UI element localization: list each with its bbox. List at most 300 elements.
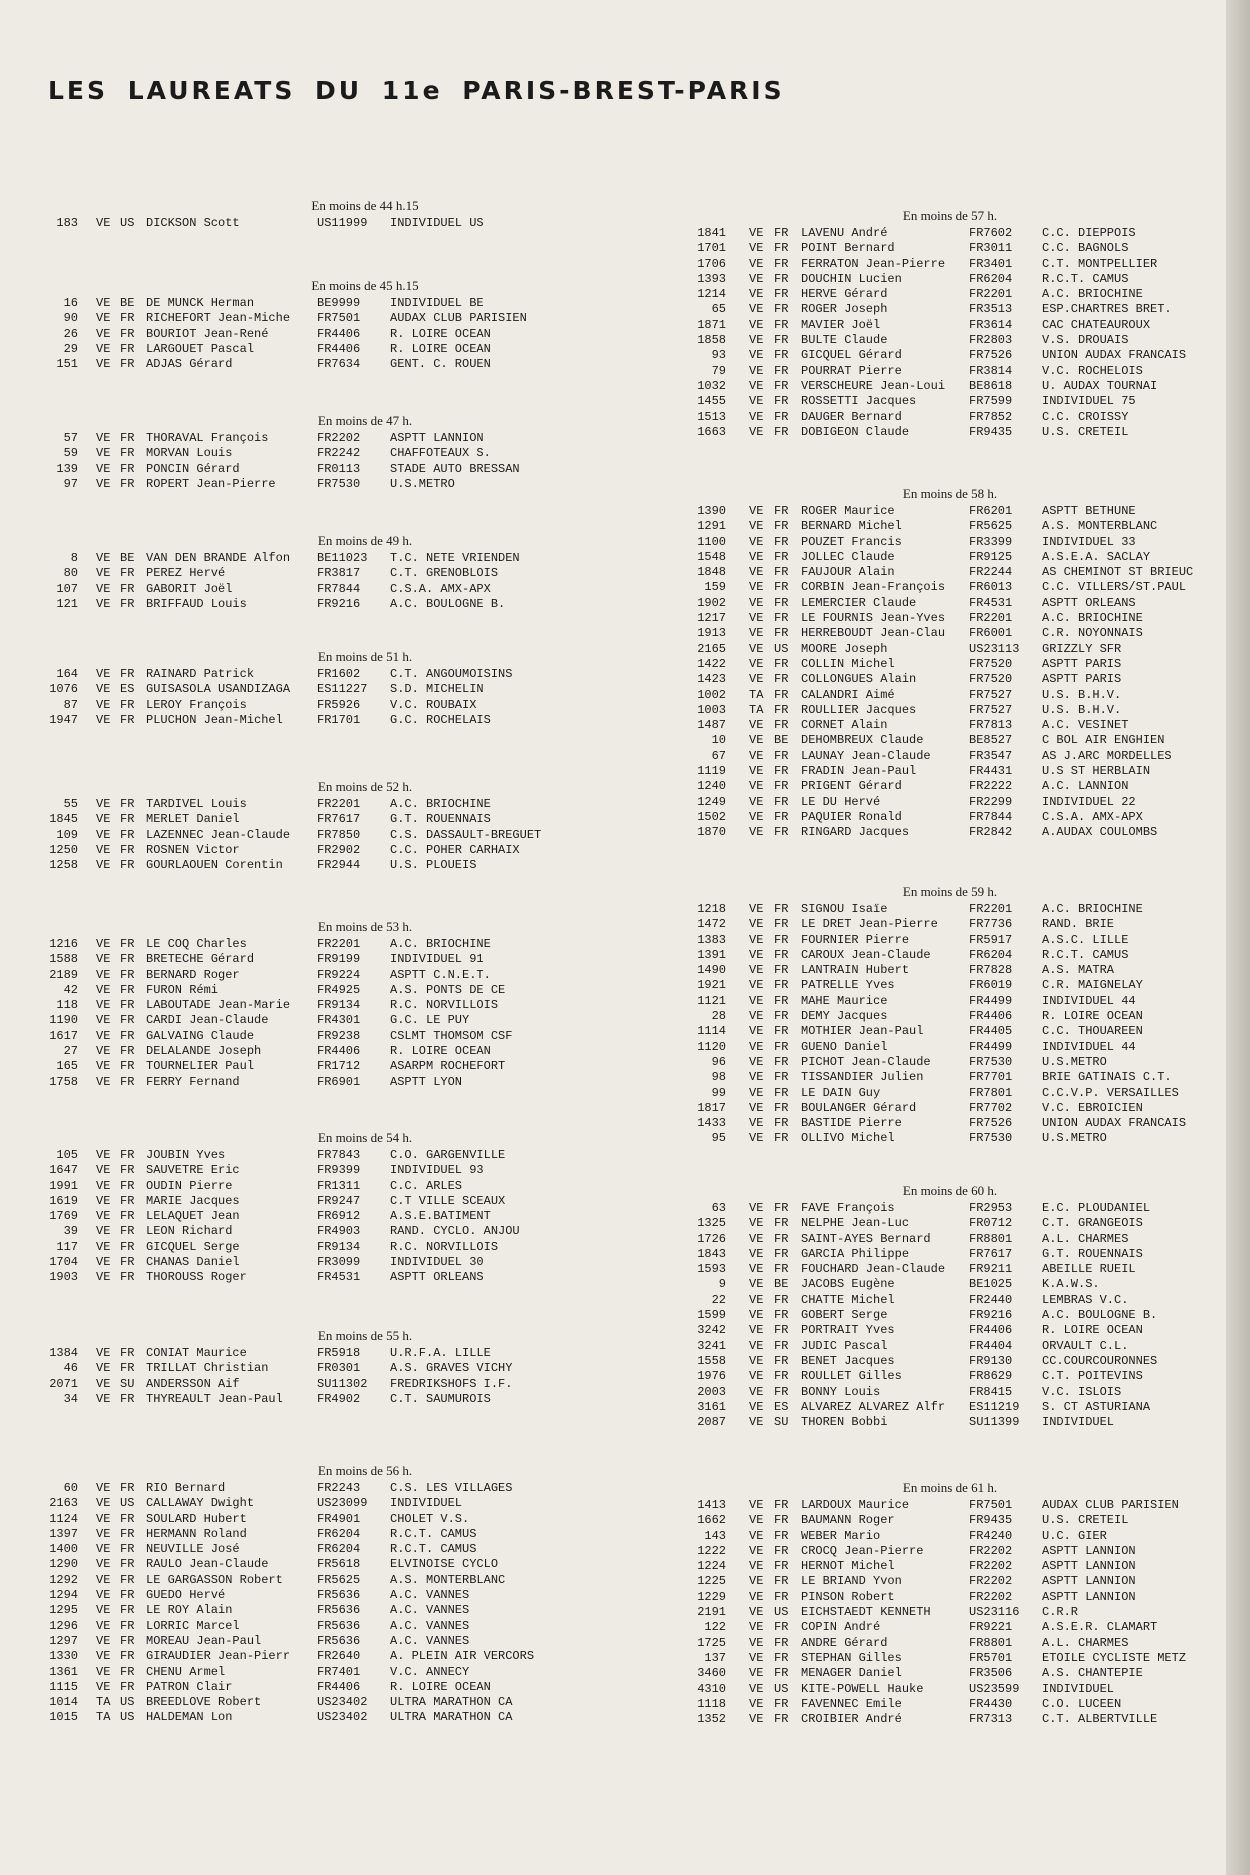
rider-num: 1947 xyxy=(49,712,78,727)
rider-num: 1352 xyxy=(697,1712,726,1727)
rider-lic: FR7828 xyxy=(969,963,1013,978)
rider-name: BRETECHE Gérard xyxy=(146,952,255,967)
rider-cat: VE xyxy=(749,1559,764,1574)
rider-row xyxy=(690,1232,1210,1247)
rider-cat: VE xyxy=(96,1209,111,1224)
rider-row xyxy=(40,667,570,682)
rider-num: 34 xyxy=(63,1391,78,1406)
rider-lic: FR4903 xyxy=(317,1224,361,1239)
time-heading: En moins de 44 h.15 xyxy=(311,198,419,213)
rider-cat: VE xyxy=(749,1650,764,1665)
rider-name: PINSON Robert xyxy=(801,1589,895,1604)
rider-club: RAND. BRIE xyxy=(1042,917,1115,932)
rider-nat: FR xyxy=(120,476,135,491)
rider-club: A.C. VANNES xyxy=(390,1603,470,1618)
rider-cat: VE xyxy=(96,952,111,967)
rider-lic: FR1701 xyxy=(317,712,361,727)
rider-num: 1032 xyxy=(697,378,726,393)
rider-num: 1502 xyxy=(697,809,726,824)
rider-club: U.S. B.H.V. xyxy=(1042,702,1122,717)
rider-name: RAINARD Patrick xyxy=(146,667,255,681)
rider-row xyxy=(690,825,1210,840)
rider-club: A.C. BRIOCHINE xyxy=(390,797,491,811)
rider-nat: FR xyxy=(774,702,789,717)
rider-name: CORBIN Jean-François xyxy=(801,580,946,595)
rider-num: 1662 xyxy=(697,1513,726,1528)
rider-name: FURON Rémi xyxy=(146,982,219,997)
rider-club: ASPTT PARIS xyxy=(1042,656,1122,671)
rider-row xyxy=(40,812,570,827)
rider-row xyxy=(690,657,1210,672)
rider-club: V.S. DROUAIS xyxy=(1042,333,1129,348)
rider-cat: VE xyxy=(749,287,764,302)
rider-row xyxy=(690,902,1210,917)
rider-num: 1258 xyxy=(49,858,78,873)
rider-nat: FR xyxy=(120,311,135,326)
rider-nat: FR xyxy=(120,596,135,611)
rider-nat: FR xyxy=(120,1511,135,1526)
rider-club: ASPTT BETHUNE xyxy=(1042,504,1136,518)
rider-club: C.C. CROISSY xyxy=(1042,409,1129,424)
rider-row xyxy=(40,1527,570,1542)
rider-nat: FR xyxy=(774,1292,789,1307)
rider-name: JOLLEC Claude xyxy=(801,549,895,564)
rider-row xyxy=(40,311,570,326)
rider-club: A. PLEIN AIR VERCORS xyxy=(390,1649,535,1664)
rider-cat: VE xyxy=(96,216,111,230)
rider-lic: FR2201 xyxy=(317,937,361,951)
rider-name: LAVENU André xyxy=(801,226,888,240)
rider-lic: FR9435 xyxy=(969,1513,1013,1528)
rider-row xyxy=(40,582,570,597)
rider-nat: FR xyxy=(774,993,789,1008)
rider-nat: FR xyxy=(774,1070,789,1085)
rider-num: 1393 xyxy=(697,271,726,286)
rider-num: 96 xyxy=(711,1054,726,1069)
ranking-section xyxy=(40,531,570,612)
rider-cat: VE xyxy=(749,1353,764,1368)
rider-name: NELPHE Jean-Luc xyxy=(801,1216,910,1231)
rider-nat: ES xyxy=(774,1399,789,1414)
ranking-section xyxy=(40,411,570,492)
rider-nat: FR xyxy=(774,302,789,317)
rider-name: SAUVETRE Eric xyxy=(146,1163,240,1178)
rider-cat: VE xyxy=(96,461,111,476)
rider-row xyxy=(40,1496,570,1511)
rider-name: RIO Bernard xyxy=(146,1481,226,1495)
rider-name: DICKSON Scott xyxy=(146,216,240,230)
rider-num: 165 xyxy=(56,1059,78,1074)
rider-name: THOREN Bobbi xyxy=(801,1415,888,1430)
rider-row xyxy=(40,1044,570,1059)
rider-name: CHENU Armel xyxy=(146,1664,226,1679)
rider-nat: BE xyxy=(774,733,789,748)
rider-cat: VE xyxy=(96,1361,111,1376)
rider-num: 1214 xyxy=(697,287,726,302)
rider-club: A.S.E.BATIMENT xyxy=(390,1209,491,1224)
rider-num: 1558 xyxy=(697,1353,726,1368)
rider-name: GUEDO Hervé xyxy=(146,1588,226,1603)
rider-row xyxy=(40,1710,570,1725)
rider-name: KITE-POWELL Hauke xyxy=(801,1681,924,1696)
rider-num: 1002 xyxy=(697,687,726,702)
rider-cat: VE xyxy=(749,718,764,733)
rider-num: 1222 xyxy=(697,1543,726,1558)
rider-cat: VE xyxy=(749,226,764,240)
rider-row xyxy=(690,1415,1210,1430)
rider-nat: FR xyxy=(774,672,789,687)
rider-row xyxy=(690,410,1210,425)
rider-num: 2163 xyxy=(49,1496,78,1511)
rider-name: LEROY François xyxy=(146,697,247,712)
rider-nat: FR xyxy=(774,1231,789,1246)
rider-nat: FR xyxy=(120,1391,135,1406)
rider-lic: FR6001 xyxy=(969,626,1013,641)
rider-lic: FR4431 xyxy=(969,764,1013,779)
rider-lic: FR7599 xyxy=(969,394,1013,409)
rider-club: A.C. BOULOGNE B. xyxy=(1042,1308,1158,1323)
rider-num: 1455 xyxy=(697,394,726,409)
rider-num: 1903 xyxy=(49,1270,78,1285)
rider-row xyxy=(690,565,1210,580)
rider-name: DOBIGEON Claude xyxy=(801,424,910,439)
rider-cat: VE xyxy=(96,1618,111,1633)
rider-club: ASPTT LANNION xyxy=(1042,1574,1136,1589)
rider-nat: FR xyxy=(774,794,789,809)
rider-club: INDIVIDUEL 93 xyxy=(390,1163,484,1178)
rider-num: 1115 xyxy=(49,1679,78,1694)
rider-row xyxy=(40,1148,570,1163)
rider-num: 1015 xyxy=(49,1710,78,1725)
rider-num: 159 xyxy=(704,580,726,595)
rider-num: 1224 xyxy=(697,1559,726,1574)
rider-lic: FR4406 xyxy=(317,1044,361,1059)
rider-name: LE GARGASSON Robert xyxy=(146,1572,283,1587)
rider-name: LELAQUET Jean xyxy=(146,1209,240,1224)
rider-club: U.S.METRO xyxy=(1042,1131,1107,1146)
rider-club: ORVAULT C.L. xyxy=(1042,1338,1129,1353)
rider-row xyxy=(40,1194,570,1209)
rider-row xyxy=(690,978,1210,993)
rider-num: 1225 xyxy=(697,1574,726,1589)
rider-row xyxy=(40,1209,570,1224)
rider-nat: FR xyxy=(120,1542,135,1557)
rider-cat: VE xyxy=(96,667,111,681)
rider-nat: FR xyxy=(774,1338,789,1353)
rider-cat: VE xyxy=(96,1588,111,1603)
rider-num: 1325 xyxy=(697,1216,726,1231)
rider-row xyxy=(690,226,1210,241)
rider-name: BENET Jacques xyxy=(801,1353,895,1368)
rider-nat: FR xyxy=(120,667,135,681)
rider-club: CAC CHATEAUROUX xyxy=(1042,317,1151,332)
rider-name: GOBERT Serge xyxy=(801,1308,888,1323)
rider-lic: FR5926 xyxy=(317,697,361,712)
rider-cat: VE xyxy=(749,1605,764,1620)
rider-nat: FR xyxy=(120,1059,135,1074)
rider-lic: BE8527 xyxy=(969,733,1013,748)
rider-nat: FR xyxy=(774,978,789,993)
rider-nat: FR xyxy=(120,858,135,873)
rider-row xyxy=(40,713,570,728)
rider-num: 55 xyxy=(63,797,78,811)
rider-club: V.C. ISLOIS xyxy=(1042,1384,1122,1399)
rider-num: 121 xyxy=(56,596,78,611)
rider-lic: FR7736 xyxy=(969,917,1013,932)
rider-cat: VE xyxy=(749,1070,764,1085)
rider-nat: FR xyxy=(774,611,789,626)
rider-nat: FR xyxy=(774,1666,789,1681)
rider-lic: FR2202 xyxy=(317,431,361,445)
rider-name: MOTHIER Jean-Paul xyxy=(801,1024,924,1039)
rider-name: JUDIC Pascal xyxy=(801,1338,888,1353)
rider-num: 1294 xyxy=(49,1588,78,1603)
rider-num: 4310 xyxy=(697,1681,726,1696)
rider-name: LE FOURNIS Jean-Yves xyxy=(801,611,946,626)
rider-cat: VE xyxy=(96,1239,111,1254)
rider-row xyxy=(690,1070,1210,1085)
rider-cat: VE xyxy=(749,333,764,348)
rider-row xyxy=(690,672,1210,687)
rider-nat: US xyxy=(774,641,789,656)
rider-row xyxy=(40,1619,570,1634)
rider-club: ESP.CHARTRES BRET. xyxy=(1042,302,1172,317)
rider-lic: FR8801 xyxy=(969,1635,1013,1650)
rider-num: 93 xyxy=(711,348,726,363)
rider-cat: VE xyxy=(749,317,764,332)
rider-name: BERNARD Michel xyxy=(801,519,902,534)
rider-lic: SU11399 xyxy=(969,1415,1020,1430)
rider-cat: VE xyxy=(96,967,111,982)
rider-club: C.C. DIEPPOIS xyxy=(1042,226,1136,240)
rider-name: BRIFFAUD Louis xyxy=(146,596,247,611)
rider-lic: FR5636 xyxy=(317,1633,361,1648)
rider-row xyxy=(690,1339,1210,1354)
rider-num: 1513 xyxy=(697,409,726,424)
rider-name: THORAVAL François xyxy=(146,431,269,445)
rider-club: C.S. DASSAULT-BREGUET xyxy=(390,827,542,842)
rider-nat: FR xyxy=(120,1163,135,1178)
rider-num: 29 xyxy=(63,341,78,356)
rider-lic: FR4430 xyxy=(969,1696,1013,1711)
rider-club: S. CT ASTURIANA xyxy=(1042,1399,1151,1414)
rider-nat: FR xyxy=(120,1526,135,1541)
rider-cat: VE xyxy=(96,431,111,445)
rider-lic: FR0301 xyxy=(317,1361,361,1376)
rider-club: INDIVIDUEL xyxy=(1042,1415,1115,1430)
rider-name: THOROUSS Roger xyxy=(146,1270,247,1285)
rider-name: POINT Bernard xyxy=(801,241,895,256)
rider-num: 1701 xyxy=(697,241,726,256)
rider-club: A.L. CHARMES xyxy=(1042,1231,1129,1246)
rider-num: 39 xyxy=(63,1224,78,1239)
rider-cat: VE xyxy=(749,611,764,626)
rider-cat: VE xyxy=(749,1574,764,1589)
rider-num: 2087 xyxy=(697,1415,726,1430)
rider-row xyxy=(40,1270,570,1285)
rider-name: RINGARD Jacques xyxy=(801,825,910,840)
rider-cat: VE xyxy=(749,565,764,580)
rider-row xyxy=(40,1224,570,1239)
rider-nat: FR xyxy=(774,1323,789,1338)
rider-row xyxy=(690,272,1210,287)
rider-cat: VE xyxy=(749,1338,764,1353)
rider-lic: FR2242 xyxy=(317,446,361,461)
rider-nat: FR xyxy=(774,1054,789,1069)
rider-club: ASPTT LANNION xyxy=(1042,1589,1136,1604)
rider-lic: US23402 xyxy=(317,1710,368,1725)
rider-club: C.C. VILLERS/ST.PAUL xyxy=(1042,580,1187,595)
rider-name: TOURNELIER Paul xyxy=(146,1059,255,1074)
rider-club: FREDRIKSHOFS I.F. xyxy=(390,1376,513,1391)
rider-row xyxy=(690,779,1210,794)
rider-row xyxy=(40,216,570,231)
rider-club: C.R. NOYONNAIS xyxy=(1042,626,1143,641)
rider-num: 1704 xyxy=(49,1255,78,1270)
rider-club: U.S. PLOUEIS xyxy=(390,858,477,873)
rider-row xyxy=(690,1682,1210,1697)
rider-lic: FR6901 xyxy=(317,1074,361,1089)
rider-club: R.C.T. CAMUS xyxy=(1042,271,1129,286)
rider-num: 1250 xyxy=(49,842,78,857)
rider-club: A.C. BRIOCHINE xyxy=(1042,611,1143,626)
rider-row xyxy=(690,1385,1210,1400)
rider-nat: BE xyxy=(120,296,135,310)
rider-club: A.S. CHANTEPIE xyxy=(1042,1666,1143,1681)
rider-club: R.C. NORVILLOIS xyxy=(390,1239,499,1254)
rider-lic: FR8801 xyxy=(969,1231,1013,1246)
rider-num: 79 xyxy=(711,363,726,378)
rider-nat: FR xyxy=(774,764,789,779)
rider-lic: FR2202 xyxy=(969,1543,1013,1558)
rider-cat: VE xyxy=(96,998,111,1013)
rider-name: BOURIOT Jean-René xyxy=(146,326,269,341)
rider-club: INDIVIDUEL 30 xyxy=(390,1255,484,1270)
rider-cat: VE xyxy=(749,424,764,439)
rider-name: PICHOT Jean-Claude xyxy=(801,1054,931,1069)
rider-name: HERNOT Michel xyxy=(801,1559,895,1574)
rider-name: LE DU Hervé xyxy=(801,794,881,809)
rider-nat: FR xyxy=(774,1650,789,1665)
rider-row xyxy=(40,1573,570,1588)
rider-num: 1003 xyxy=(697,702,726,717)
rider-lic: FR2201 xyxy=(969,611,1013,626)
time-heading: En moins de 57 h. xyxy=(902,208,998,223)
rider-row xyxy=(690,703,1210,718)
rider-cat: VE xyxy=(96,311,111,326)
rider-nat: US xyxy=(120,1496,135,1511)
rider-row xyxy=(40,1163,570,1178)
ranking-section xyxy=(40,917,570,1090)
rider-row xyxy=(40,843,570,858)
rider-num: 59 xyxy=(63,446,78,461)
rider-lic: FR2201 xyxy=(969,902,1013,916)
rider-lic: FR4406 xyxy=(969,1009,1013,1024)
rider-row xyxy=(690,425,1210,440)
rider-lic: FR2202 xyxy=(969,1574,1013,1589)
ranking-section xyxy=(690,206,1210,440)
rider-cat: VE xyxy=(749,917,764,932)
rider-club: C.S.A. AMX-APX xyxy=(390,581,491,596)
rider-name: TRILLAT Christian xyxy=(146,1361,269,1376)
rider-nat: FR xyxy=(774,1039,789,1054)
rider-row xyxy=(690,1544,1210,1559)
rider-lic: US23099 xyxy=(317,1496,368,1511)
rider-num: 67 xyxy=(711,748,726,763)
rider-row xyxy=(690,535,1210,550)
rider-lic: FR9216 xyxy=(969,1308,1013,1323)
rider-num: 1817 xyxy=(697,1100,726,1115)
rider-nat: FR xyxy=(774,626,789,641)
rider-num: 1663 xyxy=(697,424,726,439)
rider-name: GUENO Daniel xyxy=(801,1039,888,1054)
rider-lic: FR3614 xyxy=(969,317,1013,332)
rider-cat: VE xyxy=(749,1543,764,1558)
rider-row xyxy=(690,1086,1210,1101)
rider-cat: VE xyxy=(749,794,764,809)
rider-row xyxy=(690,1131,1210,1146)
rider-nat: FR xyxy=(774,947,789,962)
rider-row xyxy=(40,828,570,843)
rider-row xyxy=(690,596,1210,611)
rider-club: U.S. B.H.V. xyxy=(1042,687,1122,702)
rider-lic: FR3817 xyxy=(317,566,361,581)
rider-name: GICQUEL Serge xyxy=(146,1239,240,1254)
rider-name: POURRAT Pierre xyxy=(801,363,902,378)
rider-cat: VE xyxy=(749,1054,764,1069)
rider-nat: FR xyxy=(120,797,135,811)
rider-name: PONCIN Gérard xyxy=(146,461,240,476)
rider-club: INDIVIDUEL 75 xyxy=(1042,394,1136,409)
rider-row xyxy=(40,937,570,952)
rider-lic: FR4301 xyxy=(317,1013,361,1028)
rider-nat: FR xyxy=(774,1696,789,1711)
rider-lic: FR2243 xyxy=(317,1481,361,1495)
rider-row xyxy=(40,1680,570,1695)
rider-row xyxy=(690,379,1210,394)
rider-cat: VE xyxy=(96,1679,111,1694)
rider-name: FOURNIER Pierre xyxy=(801,932,910,947)
rider-num: 1848 xyxy=(697,565,726,580)
rider-cat: VE xyxy=(749,1201,764,1215)
rider-name: LEON Richard xyxy=(146,1224,233,1239)
rider-club: CC.COURCOURONNES xyxy=(1042,1353,1158,1368)
rider-name: PAQUIER Ronald xyxy=(801,809,902,824)
rider-lic: FR3814 xyxy=(969,363,1013,378)
page-title: LES LAUREATS DU 11e PARIS-BREST-PARIS xyxy=(48,76,785,105)
rider-nat: FR xyxy=(120,1588,135,1603)
rider-num: 105 xyxy=(56,1148,78,1162)
rider-num: 1290 xyxy=(49,1557,78,1572)
rider-name: LARDOUX Maurice xyxy=(801,1498,910,1512)
rider-cat: VE xyxy=(96,357,111,372)
rider-lic: FR7313 xyxy=(969,1712,1013,1727)
time-heading: En moins de 55 h. xyxy=(317,1328,413,1343)
rider-club: A.S. PONTS DE CE xyxy=(390,982,506,997)
rider-club: C.T. POITEVINS xyxy=(1042,1369,1143,1384)
rider-cat: VE xyxy=(96,1526,111,1541)
rider-num: 1858 xyxy=(697,333,726,348)
rider-num: 118 xyxy=(56,998,78,1013)
rider-cat: VE xyxy=(96,446,111,461)
rider-row xyxy=(690,1055,1210,1070)
rider-row xyxy=(690,1216,1210,1231)
rider-name: BONNY Louis xyxy=(801,1384,881,1399)
rider-cat: VE xyxy=(749,626,764,641)
rider-num: 1400 xyxy=(49,1542,78,1557)
rider-cat: VE xyxy=(749,978,764,993)
rider-num: 1991 xyxy=(49,1178,78,1193)
